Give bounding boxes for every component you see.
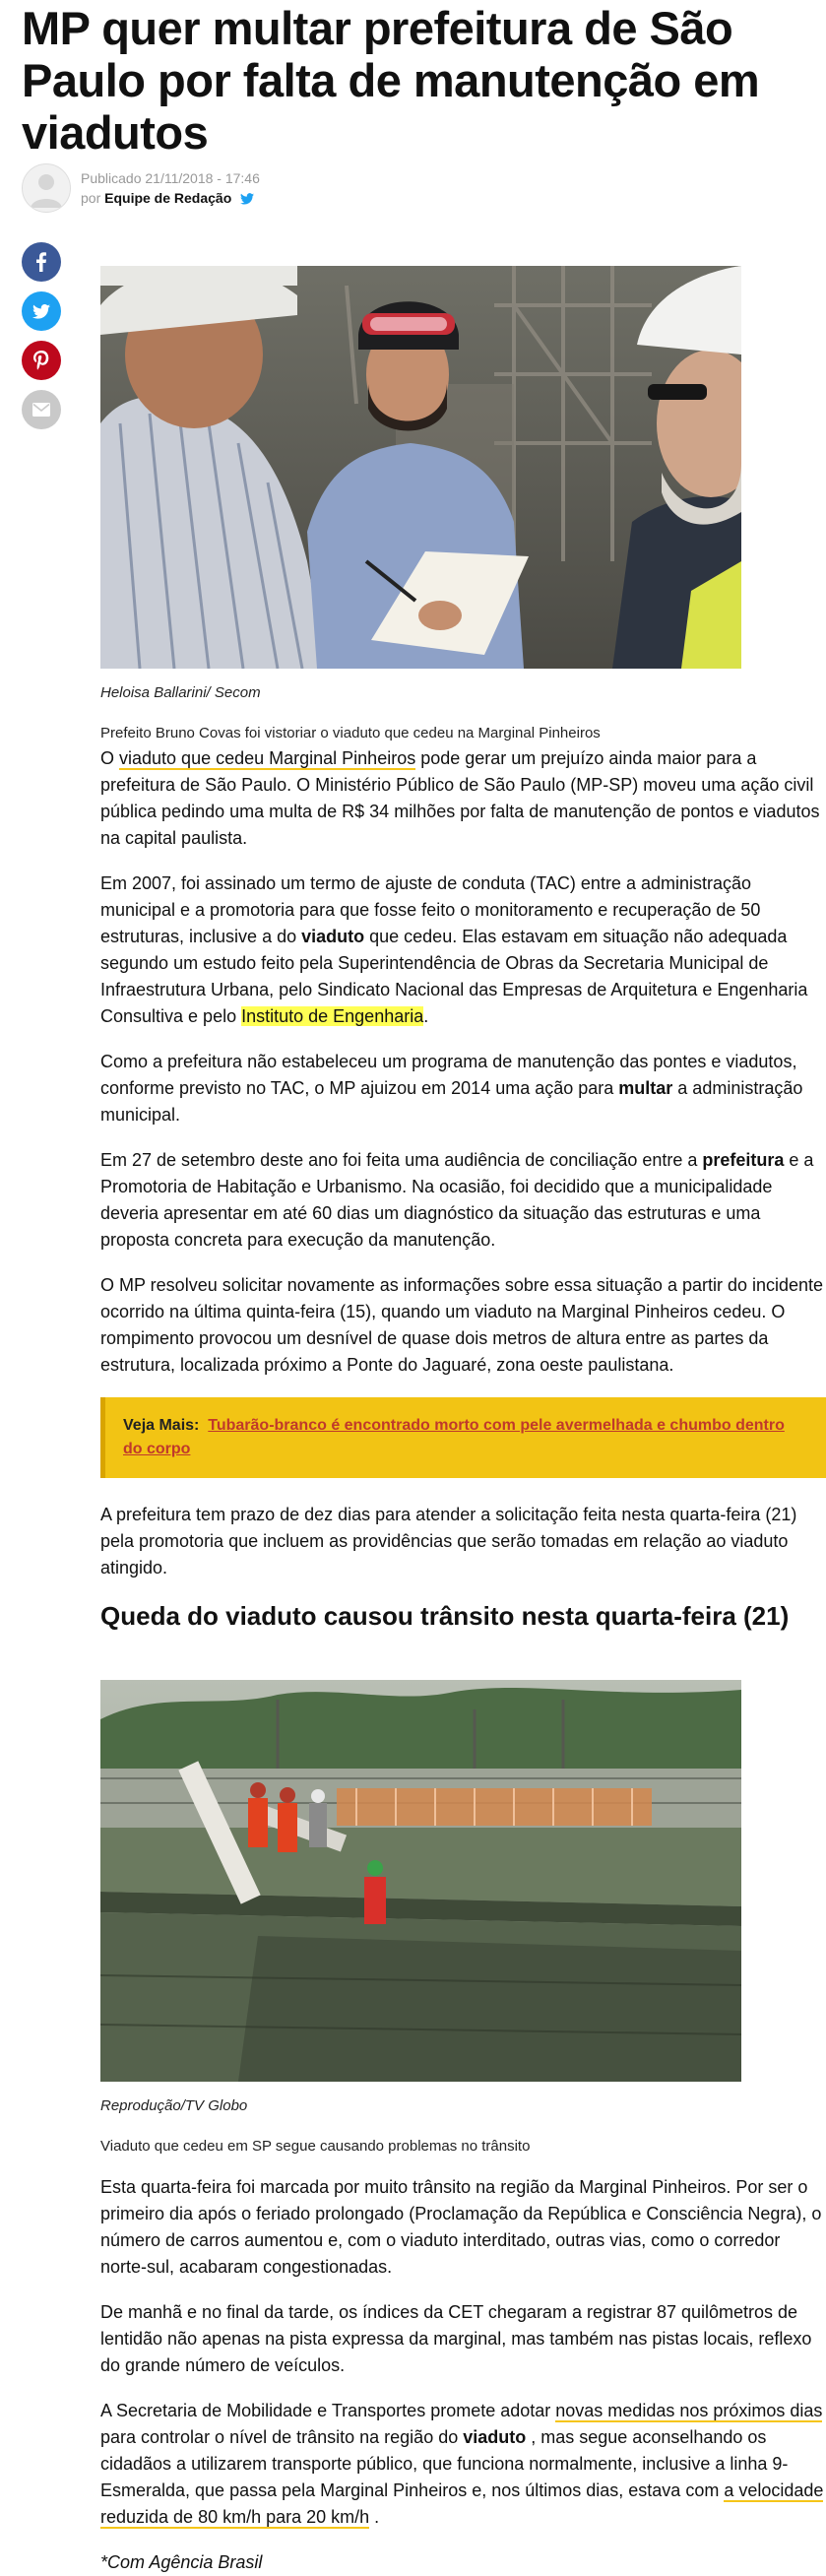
paragraph: Esta quarta-feira foi marcada por muito trânsito na região da Marginal Pinheiros. Por ser o primeiro dia após o feriado prolongado (Proclamação da República e Consciência Negra), o número de carros aumentou e, com o viaduto interditado, outras vias, como o corredor norte-sul, acabaram congestionadas. <box>100 2177 822 2277</box>
publish-date: Publicado 21/11/2018 - 17:46 <box>81 170 260 186</box>
text-run: . <box>423 1006 429 1026</box>
text-run: a administração municipal. <box>100 1078 803 1125</box>
link-instituto-engenharia[interactable]: Instituto de Engenharia <box>241 1006 424 1026</box>
article-body <box>100 266 826 2576</box>
share-twitter-button[interactable] <box>22 291 61 331</box>
paragraph <box>100 1147 826 1254</box>
paragraph: O MP resolveu solicitar novamente as informações sobre essa situação a partir do incidente ocorrido na última quinta-feira (15), quando um viaduto na Marginal Pinheiros cedeu. O rompimento provocou um desnível de quase dois metros de altura entre as partes da estrutura, localizada próximo a Ponte do Jaguaré, zona oeste paulistana. <box>100 1275 824 1375</box>
signature: *Com Agência Brasil <box>100 2552 263 2572</box>
paragraph <box>100 745 826 852</box>
text-run: Em 27 de setembro deste ano foi feita uma audiência de conciliação entre a <box>100 1150 703 1170</box>
share-email-button[interactable] <box>22 390 61 429</box>
twitter-icon[interactable] <box>240 193 254 205</box>
text-run: para controlar o nível de trânsito na região do <box>100 2427 464 2447</box>
paragraph <box>100 870 826 1030</box>
text-run: pode gerar um prejuízo ainda maior para a prefeitura de São Paulo. O Ministério Público de São Paulo (MP-SP) moveu uma ação civil pública pedindo uma multa de R$ 34 milhões por falta de manutenção de pontos e viadutos na capital paulista. <box>100 748 820 848</box>
by-prefix: por <box>81 190 101 206</box>
photo-caption: Viaduto que cedeu em SP segue causando problemas no trânsito <box>100 2138 531 2155</box>
share-facebook-button[interactable] <box>22 242 61 282</box>
article-title: MP quer multar prefeitura de São Paulo por falta de manutenção em viadutos <box>22 2 760 159</box>
byline <box>22 163 415 213</box>
link-novas-medidas[interactable]: novas medidas nos próximos dias <box>555 2401 823 2420</box>
text-run: O <box>100 748 120 768</box>
photo-credit: Heloisa Ballarini/ Secom <box>100 684 261 701</box>
related-article-link[interactable]: Tubarão-branco é encontrado morto com pele avermelhada e chumbo dentro do corpo <box>123 1417 785 1457</box>
author-avatar[interactable] <box>22 163 71 213</box>
photo-mayor-inspection <box>100 266 741 669</box>
related-label: Veja Mais: <box>123 1417 200 1434</box>
facebook-icon <box>34 252 48 272</box>
article-meta <box>81 168 260 208</box>
bold-term: multar <box>618 1078 673 1098</box>
share-pinterest-button[interactable] <box>22 341 61 380</box>
email-icon <box>32 403 50 417</box>
author-name[interactable]: Equipe de Redação <box>104 190 232 206</box>
paragraph: De manhã e no final da tarde, os índices da CET chegaram a registrar 87 quilômetros de lentidão não apenas na pista expressa da marginal, mas também nas pistas locais, reflexo do grande número de veículos. <box>100 2302 812 2375</box>
pinterest-icon <box>33 351 49 370</box>
bold-term: prefeitura <box>702 1150 785 1170</box>
section-heading: Queda do viaduto causou trânsito nesta quarta-feira (21) <box>100 1601 790 1631</box>
text-run: e a Promotoria de Habitação e Urbanismo. Na ocasião, foi decidido que a municipalidade deveria apresentar em até 60 dias um diagnóstico da situação das estruturas e uma proposta concreta para execução da manutenção. <box>100 1150 814 1250</box>
photo-viaduct-repair <box>100 1680 741 2082</box>
text-run: A Secretaria de Mobilidade e Transportes promete adotar <box>100 2401 556 2420</box>
link-velocidade-reduzida[interactable]: a velocidade reduzida de 80 km/h para 20 km/h <box>100 2480 824 2527</box>
share-bar <box>22 242 61 439</box>
text-run: . <box>369 2507 380 2527</box>
text-run: , mas segue aconselhando os cidadãos a utilizarem transporte público, que funciona normalmente, inclusive a linha 9-Esmeralda, que passa pela Marginal Pinheiros e, nos últimos dias, estava com <box>100 2427 789 2500</box>
link-viaduto-marginal[interactable]: viaduto que cedeu Marginal Pinheiros <box>119 748 416 768</box>
related-article-box <box>100 1397 826 1478</box>
text-run: que cedeu. Elas estavam em situação não adequada segundo um estudo feito pela Superintendência de Obras da Secretaria Municipal de Infraestrutura Urbana, pelo Sindicato Nacional das Empresas de Arquitetura e Engenharia Consultiva e pelo <box>100 927 808 1026</box>
text-run: Como a prefeitura não estabeleceu um programa de manutenção das pontes e viadutos, conforme previsto no TAC, o MP ajuizou em 2014 uma ação para <box>100 1052 797 1098</box>
paragraph: A prefeitura tem prazo de dez dias para atender a solicitação feita nesta quarta-feira (21) pela promotoria que incluem as providências que serão tomadas em relação ao viaduto atingido. <box>100 1505 797 1578</box>
paragraph <box>100 1049 826 1128</box>
bold-term: viaduto <box>463 2427 527 2447</box>
photo-credit: Reprodução/TV Globo <box>100 2097 248 2114</box>
photo-caption: Prefeito Bruno Covas foi vistoriar o viaduto que cedeu na Marginal Pinheiros <box>100 725 601 741</box>
avatar-placeholder-icon <box>23 164 70 212</box>
article-photo-mayor-inspection <box>100 266 741 674</box>
article-photo-viaduct <box>100 1680 741 2087</box>
text-run: Em 2007, foi assinado um termo de ajuste de conduta (TAC) entre a administração municipal e a promotoria para que fosse feito o monitoramento e recuperação de 50 estruturas, inclusive a do <box>100 873 761 946</box>
bold-term: viaduto <box>301 927 365 946</box>
paragraph <box>100 2398 826 2531</box>
twitter-icon <box>32 304 50 319</box>
